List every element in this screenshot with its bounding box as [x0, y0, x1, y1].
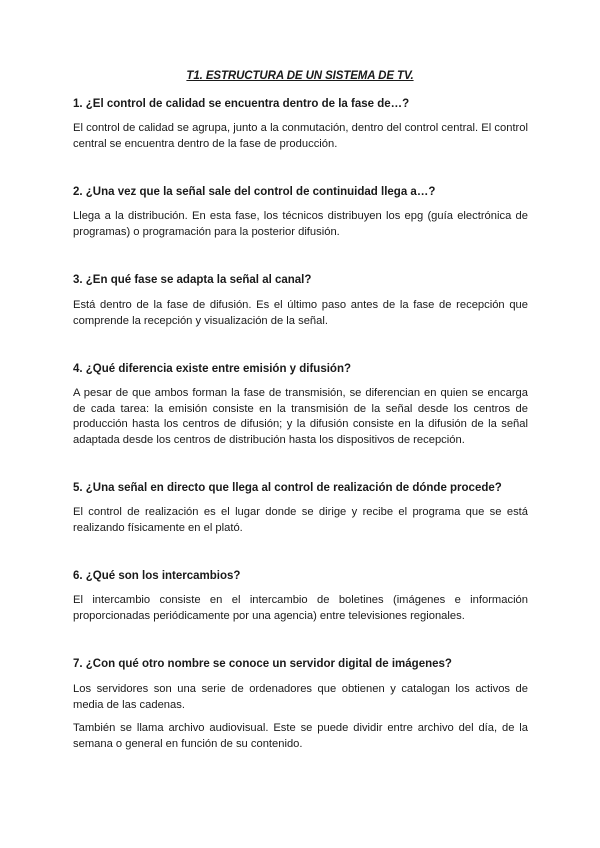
answer-5: El control de realización es el lugar donde se dirige y recibe el programa que se está realizando físicamente en el plató.: [73, 506, 528, 534]
question-6: 6. ¿Qué son los intercambios?: [73, 570, 241, 582]
answer-7-paragraph-1: Los servidores son una serie de ordenadores que obtienen y catalogan los activos de media de las cadenas.: [73, 683, 528, 711]
answer-4: A pesar de que ambos forman la fase de transmisión, se diferencian en quien se encarga de cada tarea: la emisión consiste en la transmisión de la señal desde los centros de producción hasta los centros de difusión; y la difusión consiste en la difusión de la señal adaptada desde los centros de distribución hasta los dispositivos de recepción.: [73, 387, 528, 446]
question-5: 5. ¿Una señal en directo que llega al control de realización de dónde procede?: [73, 482, 502, 494]
answer-2: Llega a la distribución. En esta fase, los técnicos distribuyen los epg (guía electrónica de programas) o programación para la posterior difusión.: [73, 210, 528, 238]
answer-1: El control de calidad se agrupa, junto a la conmutación, dentro del control central. El control central se encuentra dentro de la fase de producción.: [73, 122, 528, 150]
question-3: 3. ¿En qué fase se adapta la señal al canal?: [73, 274, 312, 286]
answer-7-paragraph-2: También se llama archivo audiovisual. Este se puede dividir entre archivo del día, de la semana o general en función de su contenido.: [73, 722, 528, 750]
document-title: T1. ESTRUCTURA DE UN SISTEMA DE TV.: [186, 70, 414, 82]
question-7: 7. ¿Con qué otro nombre se conoce un servidor digital de imágenes?: [73, 658, 452, 670]
answer-6: El intercambio consiste en el intercambio de boletines (imágenes e información proporcionadas periódicamente por una agencia) entre televisiones regionales.: [73, 594, 528, 622]
question-2: 2. ¿Una vez que la señal sale del control de continuidad llega a…?: [73, 186, 436, 198]
answer-3: Está dentro de la fase de difusión. Es el último paso antes de la fase de recepción que comprende la recepción y visualización de la señal.: [73, 299, 528, 327]
question-1: 1. ¿El control de calidad se encuentra dentro de la fase de…?: [73, 98, 410, 110]
question-4: 4. ¿Qué diferencia existe entre emisión y difusión?: [73, 363, 351, 375]
